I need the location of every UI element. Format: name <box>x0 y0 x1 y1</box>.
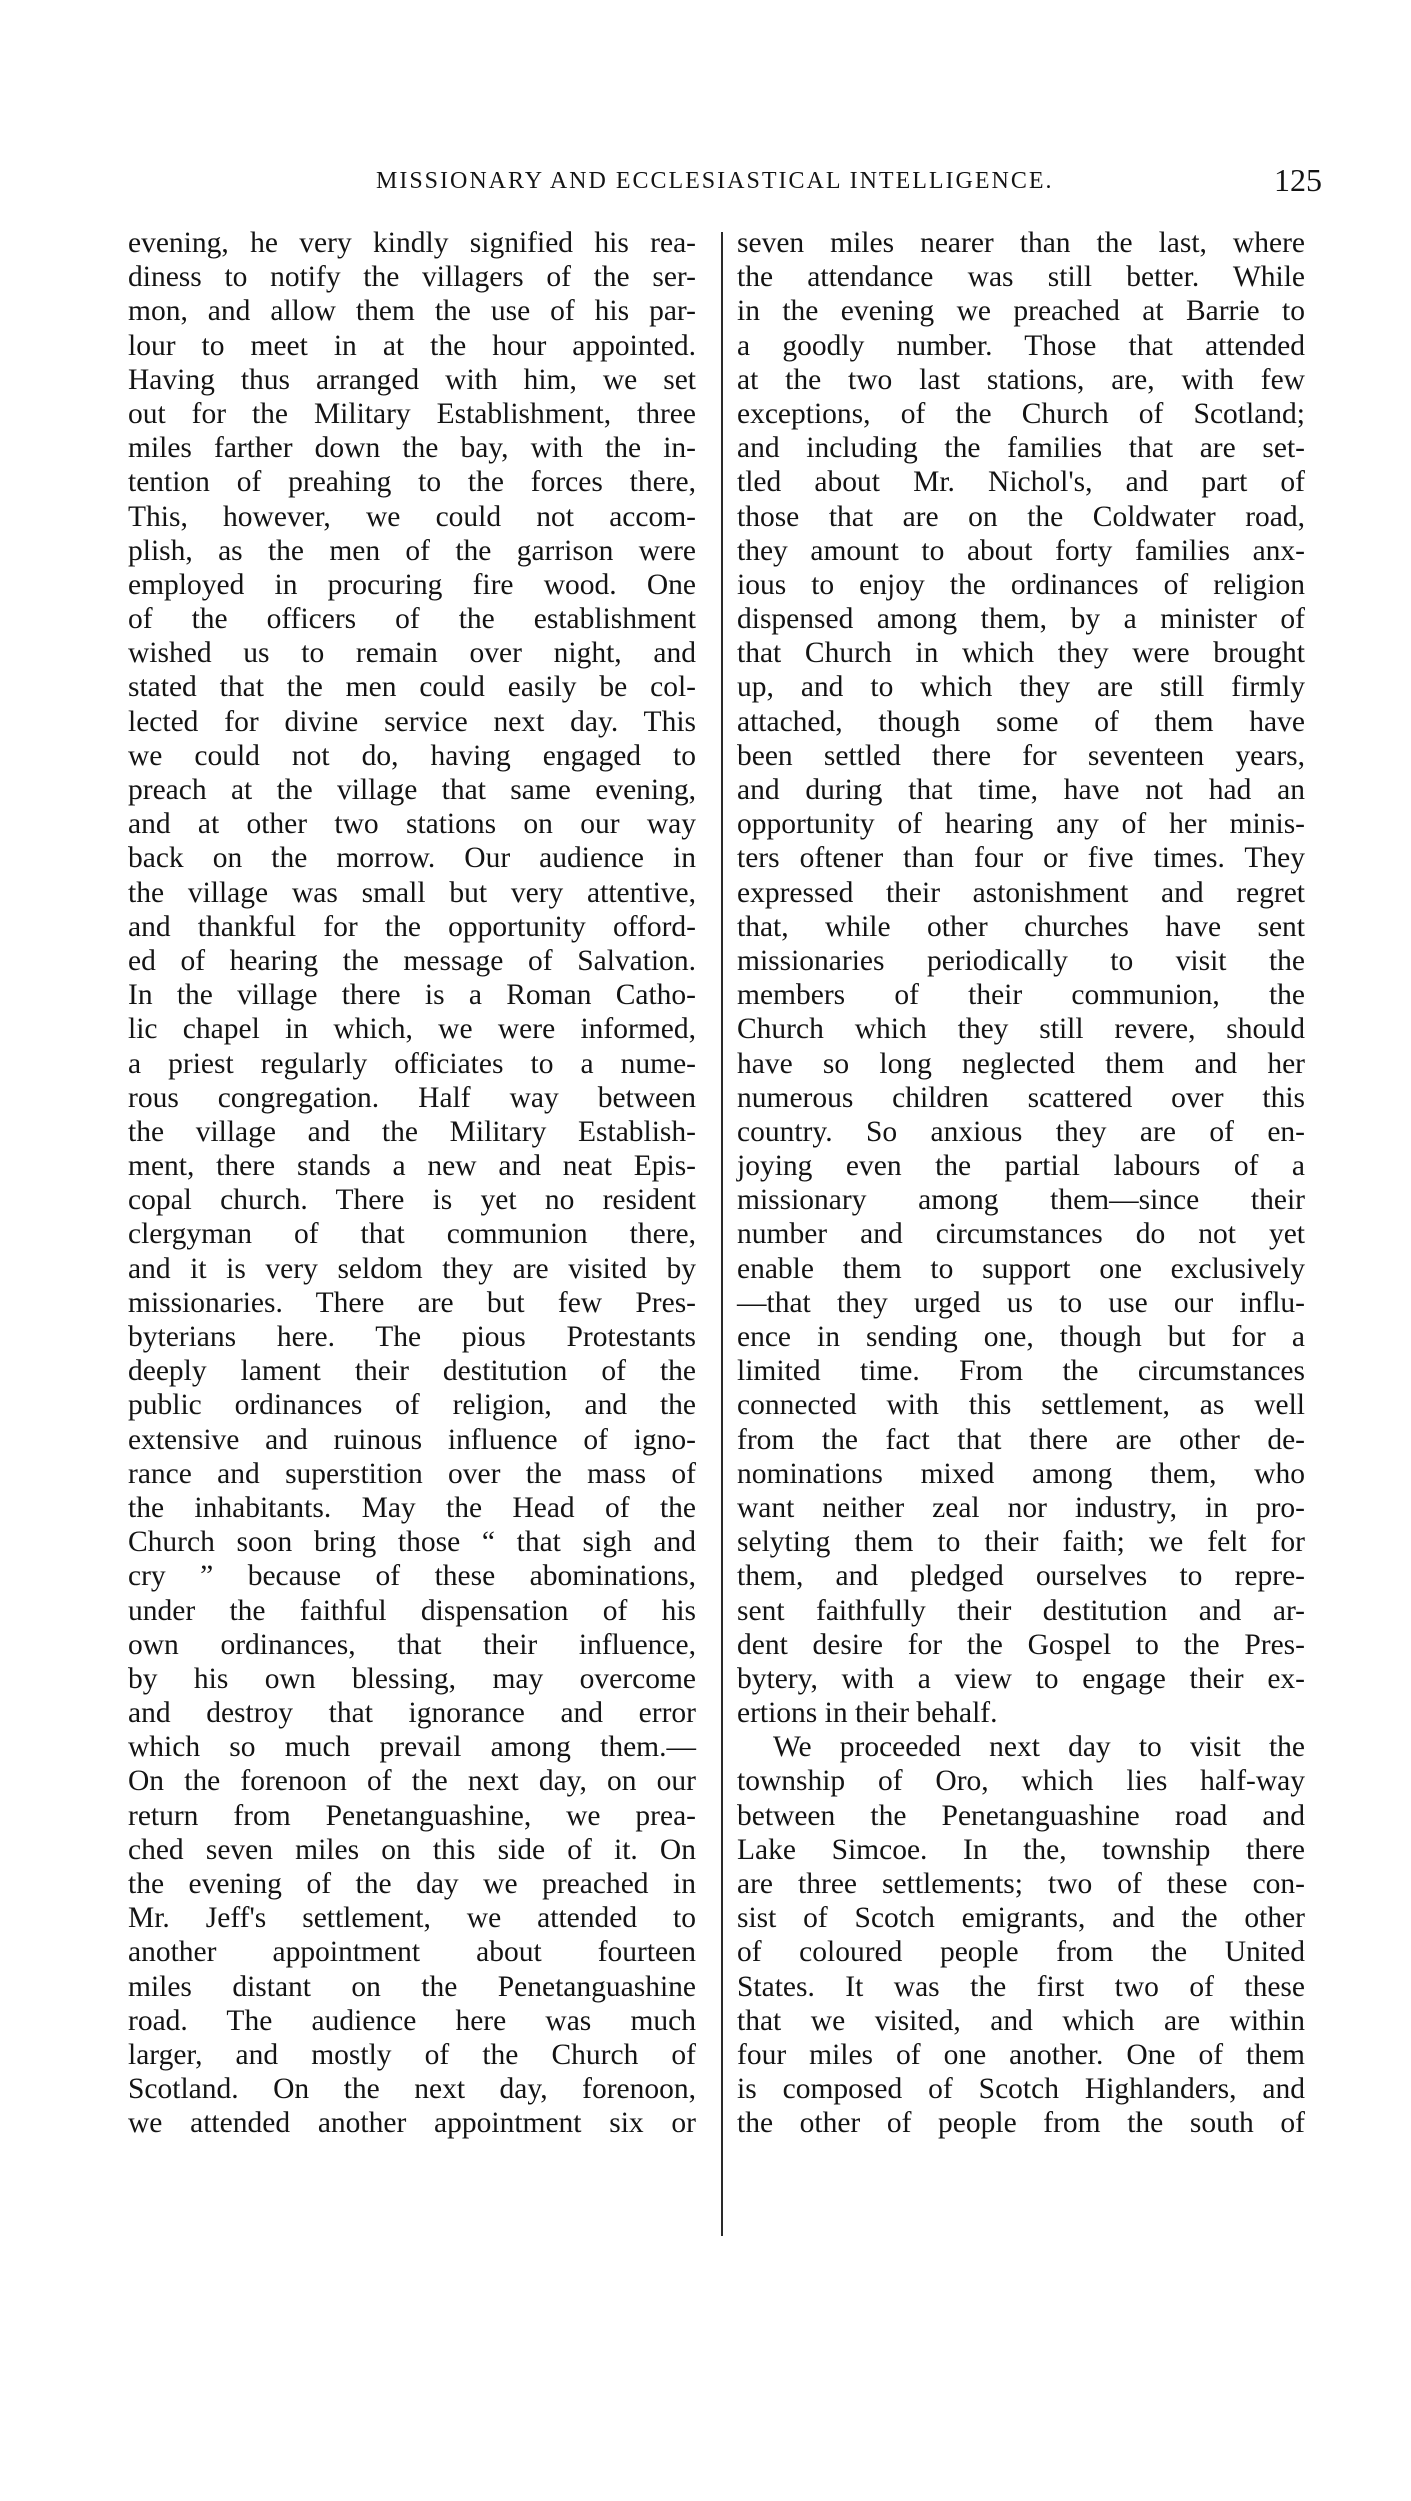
text-line: the attendance was still better. While <box>737 261 1305 294</box>
text-line: On the forenoon of the next day, on our <box>128 1765 696 1798</box>
page-number: 125 <box>1274 162 1322 198</box>
text-line: bytery, with a view to engage their ex- <box>737 1662 1305 1695</box>
text-line: selyting them to their faith; we felt for <box>737 1526 1305 1559</box>
text-line: we could not do, having engaged to <box>128 739 696 772</box>
text-line: miles distant on the Penetanguashine <box>128 1970 696 2003</box>
text-line: are three settlements; two of these con- <box>737 1868 1305 1900</box>
text-line: own ordinances, that their influence, <box>128 1628 696 1661</box>
text-line: diness to notify the villagers of the ser- <box>128 261 696 294</box>
text-line: copal church. There is yet no resident <box>128 1184 696 1217</box>
text-line: attached, though some of them have <box>737 705 1305 738</box>
text-line: plish, as the men of the garrison were <box>128 534 696 567</box>
right-column <box>737 226 1305 2141</box>
text-line: ertions in their behalf. <box>737 1697 998 1730</box>
text-line: at the two last stations, are, with few <box>737 363 1305 396</box>
text-line: Having thus arranged with him, we set <box>128 363 696 396</box>
text-line: sent faithfully their destitution and ar- <box>737 1594 1305 1627</box>
text-line: those that are on the Coldwater road, <box>737 500 1305 533</box>
text-line: they amount to about forty families anx- <box>737 534 1305 567</box>
text-line: the village was small but very attentive, <box>128 876 696 909</box>
text-line: clergyman of that communion there, <box>128 1218 696 1251</box>
text-line: lic chapel in which, we were informed, <box>128 1013 696 1046</box>
text-line: ment, there stands a new and neat Epis- <box>128 1150 696 1183</box>
text-line: the inhabitants. May the Head of the <box>128 1491 696 1524</box>
text-line: Church which they still revere, should <box>737 1013 1305 1046</box>
text-line: joying even the partial labours of a <box>737 1150 1305 1183</box>
text-line: of coloured people from the United <box>737 1936 1305 1969</box>
text-line: States. It was the first two of these <box>737 1970 1305 2003</box>
text-line: and destroy that ignorance and error <box>128 1697 696 1730</box>
text-line: dispensed among them, by a minister of <box>737 603 1305 636</box>
text-line: want neither zeal nor industry, in pro- <box>737 1491 1305 1524</box>
text-line: have so long neglected them and her <box>737 1047 1305 1080</box>
text-line: opportunity of hearing any of her minis- <box>737 808 1305 841</box>
text-line: rous congregation. Half way between <box>128 1081 696 1114</box>
text-line: limited time. From the circumstances <box>737 1355 1305 1388</box>
text-line: dent desire for the Gospel to the Pres- <box>737 1628 1305 1661</box>
text-line: that we visited, and which are within <box>737 2004 1305 2037</box>
text-line: missionary among them—since their <box>737 1184 1305 1217</box>
text-line: cry ” because of these abominations, <box>128 1560 696 1593</box>
text-line: and it is very seldom they are visited by <box>128 1252 696 1285</box>
text-line: Mr. Jeff's settlement, we attended to <box>128 1902 696 1935</box>
text-line: evening, he very kindly signified his rea- <box>128 227 696 259</box>
text-line: extensive and ruinous influence of igno- <box>128 1423 696 1456</box>
text-line: from the fact that there are other de- <box>737 1423 1305 1456</box>
text-line: deeply lament their destitution of the <box>128 1355 696 1388</box>
text-line: four miles of one another. One of them <box>737 2038 1305 2071</box>
text-line: and during that time, have not had an <box>737 774 1305 806</box>
text-line: stated that the men could easily be col- <box>128 671 696 704</box>
text-line: between the Penetanguashine road and <box>737 1799 1305 1832</box>
text-line: been settled there for seventeen years, <box>737 739 1305 772</box>
text-line: which so much prevail among them.— <box>128 1731 696 1764</box>
text-line: This, however, we could not accom- <box>128 500 696 533</box>
text-line: them, and pledged ourselves to repre- <box>737 1560 1305 1593</box>
text-line: sist of Scotch emigrants, and the other <box>737 1902 1305 1935</box>
text-line: back on the morrow. Our audience in <box>128 842 696 875</box>
text-line: a priest regularly officiates to a nume- <box>128 1047 696 1080</box>
text-line: missionaries periodically to visit the <box>737 944 1305 977</box>
text-line: that Church in which they were brought <box>737 637 1305 670</box>
text-line: ed of hearing the message of Salvation. <box>128 944 696 977</box>
text-line: rance and superstition over the mass of <box>128 1457 696 1490</box>
text-line: a goodly number. Those that attended <box>737 329 1305 362</box>
text-line: and thankful for the opportunity offord- <box>128 910 696 943</box>
text-line: country. So anxious they are of en- <box>737 1115 1305 1148</box>
text-line: ious to enjoy the ordinances of religion <box>737 568 1305 601</box>
text-line: the evening of the day we preached in <box>128 1868 696 1900</box>
text-line: road. The audience here was much <box>128 2004 696 2037</box>
text-line: public ordinances of religion, and the <box>128 1389 696 1422</box>
text-line: ters oftener than four or five times. They <box>737 842 1305 875</box>
text-line: number and circumstances do not yet <box>737 1218 1305 1251</box>
text-line: ence in sending one, though but for a <box>737 1321 1305 1353</box>
text-line: lected for divine service next day. This <box>128 705 696 738</box>
text-line: expressed their astonishment and regret <box>737 876 1305 909</box>
text-line: missionaries. There are but few Pres- <box>128 1286 696 1319</box>
text-line: out for the Military Establishment, three <box>128 397 696 430</box>
text-line: Lake Simcoe. In the, township there <box>737 1833 1305 1866</box>
text-line: enable them to support one exclusively <box>737 1252 1305 1285</box>
text-line: is composed of Scotch Highlanders, and <box>737 2073 1305 2106</box>
text-line: another appointment about fourteen <box>128 1936 696 1969</box>
text-line: numerous children scattered over this <box>737 1081 1305 1114</box>
text-line: the other of people from the south of <box>737 2107 1305 2140</box>
text-line: connected with this settlement, as well <box>737 1389 1305 1422</box>
text-line: township of Oro, which lies half-way <box>737 1765 1305 1798</box>
text-line: miles farther down the bay, with the in- <box>128 432 696 465</box>
text-line: that, while other churches have sent <box>737 910 1305 943</box>
text-line: the village and the Military Establish- <box>128 1115 696 1148</box>
text-line: tention of preahing to the forces there, <box>128 466 696 499</box>
text-line: ched seven miles on this side of it. On <box>128 1833 696 1866</box>
text-line: seven miles nearer than the last, where <box>737 227 1305 259</box>
running-title: MISSIONARY AND ECCLESIASTICAL INTELLIGENCE. <box>376 168 1054 194</box>
text-line: we attended another appointment six or <box>128 2107 696 2140</box>
text-line: —that they urged us to use our influ- <box>737 1286 1305 1319</box>
text-line: of the officers of the establishment <box>128 603 696 636</box>
column-divider <box>721 232 723 2236</box>
text-line: in the evening we preached at Barrie to <box>737 295 1305 328</box>
text-line: and including the families that are set- <box>737 432 1305 465</box>
text-line: and at other two stations on our way <box>128 808 696 841</box>
text-line: employed in procuring fire wood. One <box>128 568 696 601</box>
text-line: larger, and mostly of the Church of <box>128 2038 696 2071</box>
text-line: mon, and allow them the use of his par- <box>128 295 696 328</box>
text-line: preach at the village that same evening, <box>128 774 696 806</box>
text-line: under the faithful dispensation of his <box>128 1594 696 1627</box>
text-line: In the village there is a Roman Catho- <box>128 979 696 1012</box>
text-line: members of their communion, the <box>737 979 1305 1012</box>
text-line: Church soon bring those “ that sigh and <box>128 1526 696 1559</box>
text-line: wished us to remain over night, and <box>128 637 696 670</box>
left-column <box>128 226 696 2141</box>
text-line: up, and to which they are still firmly <box>737 671 1305 704</box>
text-line: We proceeded next day to visit the <box>773 1731 1305 1764</box>
text-line: Scotland. On the next day, forenoon, <box>128 2073 696 2106</box>
text-line: nominations mixed among them, who <box>737 1457 1305 1490</box>
text-line: return from Penetanguashine, we prea- <box>128 1799 696 1832</box>
text-line: tled about Mr. Nichol's, and part of <box>737 466 1305 499</box>
text-line: exceptions, of the Church of Scotland; <box>737 397 1305 430</box>
running-head <box>128 162 1322 208</box>
text-line: by his own blessing, may overcome <box>128 1662 696 1695</box>
text-line: byterians here. The pious Protestants <box>128 1321 696 1353</box>
text-line: lour to meet in at the hour appointed. <box>128 329 696 362</box>
